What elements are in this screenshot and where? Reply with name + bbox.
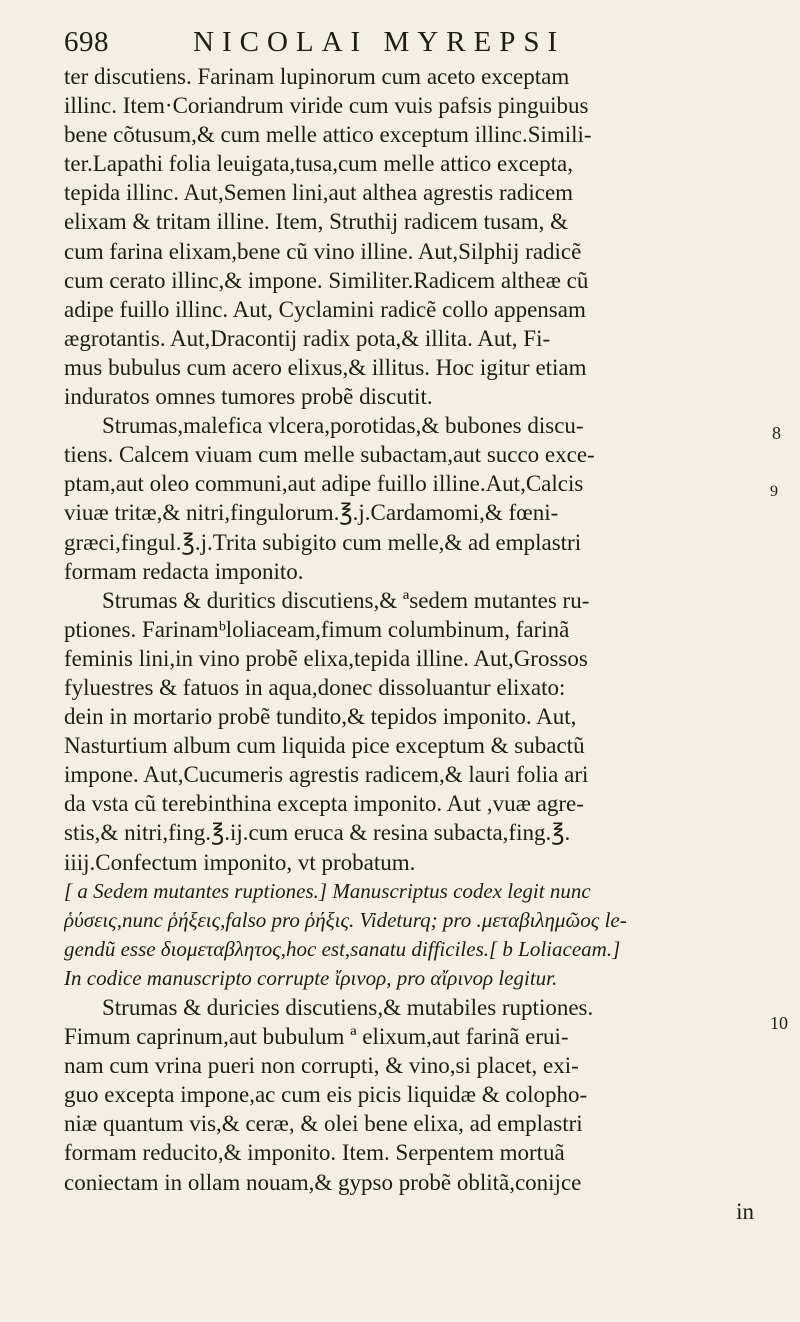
text-line: nam cum vrina pueri non corrupti, & vino,si placet, exi- <box>64 1053 579 1079</box>
text-line: induratos omnes tumores probẽ discutit. <box>64 384 433 410</box>
text-line: ægrotantis. Aut,Dracontij radix pota,& illita. Aut, Fi- <box>64 325 551 351</box>
text-line: mus bubulus cum acero elixus,& illitus. Hoc igitur etiam <box>64 354 587 380</box>
text-line: Strumas & duricies discutiens,& mutabiles ruptiones. <box>102 995 594 1020</box>
text-line: illinc. Item·Coriandrum viride cum vuis pafsis pinguibus <box>64 93 589 119</box>
text-line: guo excepta impone,ac cum eis picis liquidæ & colopho- <box>64 1082 588 1108</box>
text-line: Nasturtium album cum liquida pice exceptum & subactũ <box>64 733 585 759</box>
text-line: bene cõtusum,& cum melle attico exceptum illinc.Simili- <box>64 122 592 148</box>
text-line: ptam,aut oleo communi,aut adipe fuillo illine.Aut,Calcis <box>64 471 584 497</box>
text-line: stis,& nitri,fing.℥.ij.cum eruca & resina subacta,fing.℥. <box>64 820 571 846</box>
text-line: cum farina elixam,bene cũ vino illine. Aut,Silphij radicẽ <box>64 238 582 264</box>
text-line: fyluestres & fatuos in aqua,donec dissoluantur elixato: <box>64 674 566 700</box>
margin-number: 9 <box>770 483 778 500</box>
running-head: NICOLAI MYREPSI <box>193 26 566 58</box>
text-line: dein in mortario probẽ tundito,& tepidos imponito. Aut, <box>64 704 577 730</box>
text-line: elixam & tritam illine. Item, Struthij radicem tusam, & <box>64 209 568 235</box>
page-number: 698 <box>64 26 109 58</box>
text-line: niæ quantum vis,& ceræ, & olei bene elixa, ad emplastri <box>64 1111 583 1137</box>
note-line: gendũ esse διομεταβλητος,hoc est,sanatu difficiles.[ b Loliaceam.] <box>64 936 621 961</box>
note-line: In codice manuscripto corrupte ἴρινορ, pro αἴρινορ legitur. <box>64 965 558 990</box>
text-line: Fimum caprinum,aut bubulum ª elixum,aut farinã erui- <box>64 1024 569 1050</box>
text-line: græci,fingul.℥.j.Trita subigito cum melle,& ad emplastri <box>64 529 582 555</box>
text-line: tepida illinc. Aut,Semen lini,aut althea agrestis radicem <box>64 180 574 206</box>
page-header <box>64 26 770 59</box>
text-line: adipe fuillo illinc. Aut, Cyclamini radicẽ collo appensam <box>64 296 586 322</box>
margin-number: 8 <box>772 423 781 443</box>
text-line: feminis lini,in vino probẽ elixa,tepida illine. Aut,Grossos <box>64 645 588 671</box>
text-line: cum cerato illinc,& impone. Similiter.Radicem altheæ cũ <box>64 267 589 293</box>
margin-number: 10 <box>770 1013 788 1033</box>
text-line: Strumas & duritics discutiens,& ªsedem mutantes ru- <box>102 587 590 613</box>
text-line: formam redacta imponito. <box>64 558 304 584</box>
catchword: in <box>736 1198 754 1224</box>
note-line: ῥύσεις,nunc ῥήξεις,falso pro ῥήξις. Videturq; pro .μεταβιλημῶος le- <box>64 907 627 932</box>
text-block <box>64 62 754 1226</box>
note-line: [ a Sedem mutantes ruptiones.] Manuscriptus codex legit nunc <box>64 878 591 903</box>
text-line: Strumas,malefica vlcera,porotidas,& bubones discu- <box>102 413 584 439</box>
text-line: ptiones. Farinamᵇloliaceam,fimum columbinum, farinã <box>64 616 570 642</box>
text-line: ter.Lapathi folia leuigata,tusa,cum melle attico excepta, <box>64 151 573 177</box>
text-line: iiij.Confectum imponito, vt probatum. <box>64 849 416 875</box>
text-line: impone. Aut,Cucumeris agrestis radicem,& lauri folia ari <box>64 762 589 788</box>
text-line: tiens. Calcem viuam cum melle subactam,aut succo exce- <box>64 442 595 468</box>
text-line: da vsta cũ terebinthina excepta imponito. Aut ,vuæ agre- <box>64 791 584 817</box>
text-line: coniectam in ollam nouam,& gypso probẽ oblitã,conijce <box>64 1169 582 1195</box>
text-line: viuæ tritæ,& nitri,fingulorum.℥.j.Cardamomi,& fœni- <box>64 500 559 526</box>
text-line: formam reducito,& imponito. Item. Serpentem mortuã <box>64 1140 565 1166</box>
text-line: ter discutiens. Farinam lupinorum cum aceto exceptam <box>64 64 570 89</box>
